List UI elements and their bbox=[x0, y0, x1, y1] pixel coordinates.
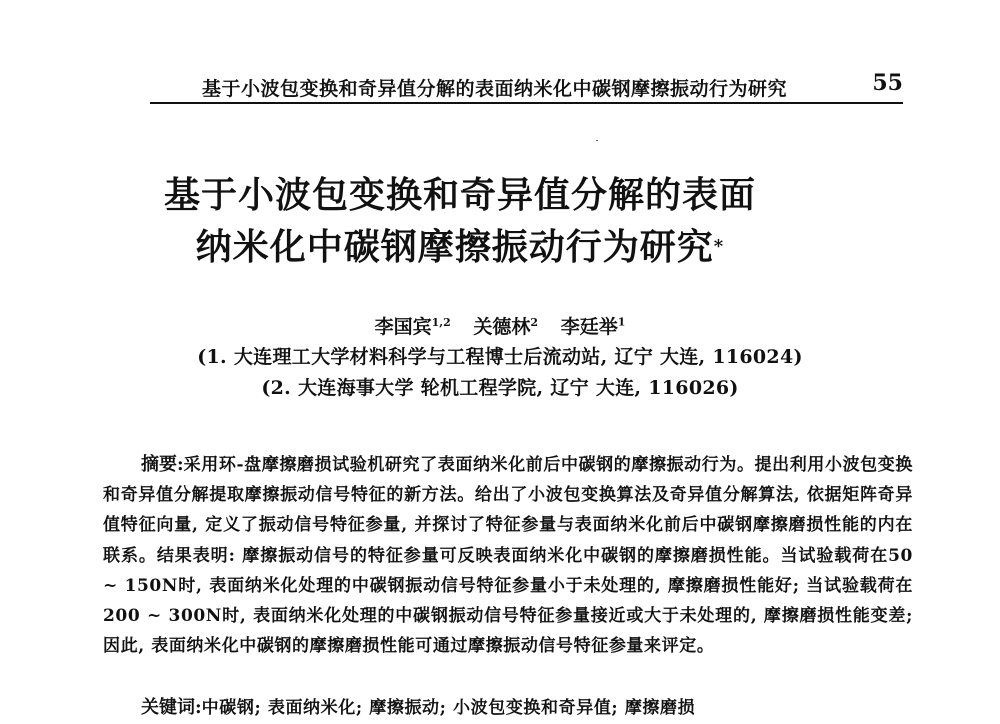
author-list bbox=[100, 312, 900, 339]
keywords-text: 中碳钢; 表面纳米化; 摩擦振动; 小波包变换和奇异值; 摩擦磨损 bbox=[201, 698, 696, 718]
abstract-text: 采用环-盘摩擦磨损试验机研究了表面纳米化前后中碳钢的摩擦振动行为。提出利用小波包变换和奇异值分解提取摩擦振动信号特征的新方法。给出了小波包变换算法及奇异值分解算法, 依据矩阵奇异值特征向量, 定义了振动信号特征参量, 并探讨了特征参量与表面纳米化前后中碳钢摩擦磨损性能的内在联系。结果表明: 摩擦振动信号的特征参量可反映表面纳米化中碳钢的摩擦磨损性能。当试验载荷在50 ~ 150N时, 表面纳米化处理的中碳钢振动信号特征参量小于未处理的, 摩擦磨损性能好; 当试验载荷在200 ~ 300N时, 表面纳米化处理的中碳钢振动信号特征参量接近或大于未处理的, 摩擦磨损性能变差; 因此, 表面纳米化中碳钢的摩擦磨损性能可通过摩擦振动信号特征参量来评定。 bbox=[103, 455, 913, 657]
author-name: 李国宾 bbox=[374, 316, 432, 338]
running-header bbox=[150, 62, 903, 104]
author-affiliation-mark: 1 bbox=[617, 315, 626, 329]
author-affiliation-mark: 1,2 bbox=[431, 315, 451, 329]
abstract bbox=[103, 450, 913, 661]
keywords-label: 关键词: bbox=[141, 697, 202, 718]
author-name: 关德林 bbox=[473, 316, 531, 338]
paper-title-line-2-text: 纳米化中碳钢摩擦振动行为研究 bbox=[195, 226, 714, 268]
page-number: 55 bbox=[872, 70, 903, 96]
scan-speck bbox=[596, 140, 598, 141]
paper-title-line-1: 基于小波包变换和奇异值分解的表面 bbox=[163, 174, 756, 216]
author-name: 李廷举 bbox=[560, 316, 618, 338]
author bbox=[375, 316, 467, 338]
keywords bbox=[141, 693, 695, 719]
title-footnote-mark: * bbox=[713, 236, 725, 257]
author bbox=[561, 316, 626, 338]
affiliation-1: (1. 大连理工大学材料科学与工程博士后流动站, 辽宁 大连, 116024) bbox=[197, 346, 803, 368]
author-affiliation-mark: 2 bbox=[530, 315, 539, 329]
abstract-label: 摘要: bbox=[141, 454, 184, 475]
paper-title-line-2 bbox=[150, 220, 770, 274]
running-title: 基于小波包变换和奇异值分解的表面纳米化中碳钢摩擦振动行为研究 bbox=[202, 78, 788, 100]
affiliation-2: (2. 大连海事大学 轮机工程学院, 辽宁 大连, 116026) bbox=[261, 377, 739, 399]
author bbox=[473, 316, 554, 338]
